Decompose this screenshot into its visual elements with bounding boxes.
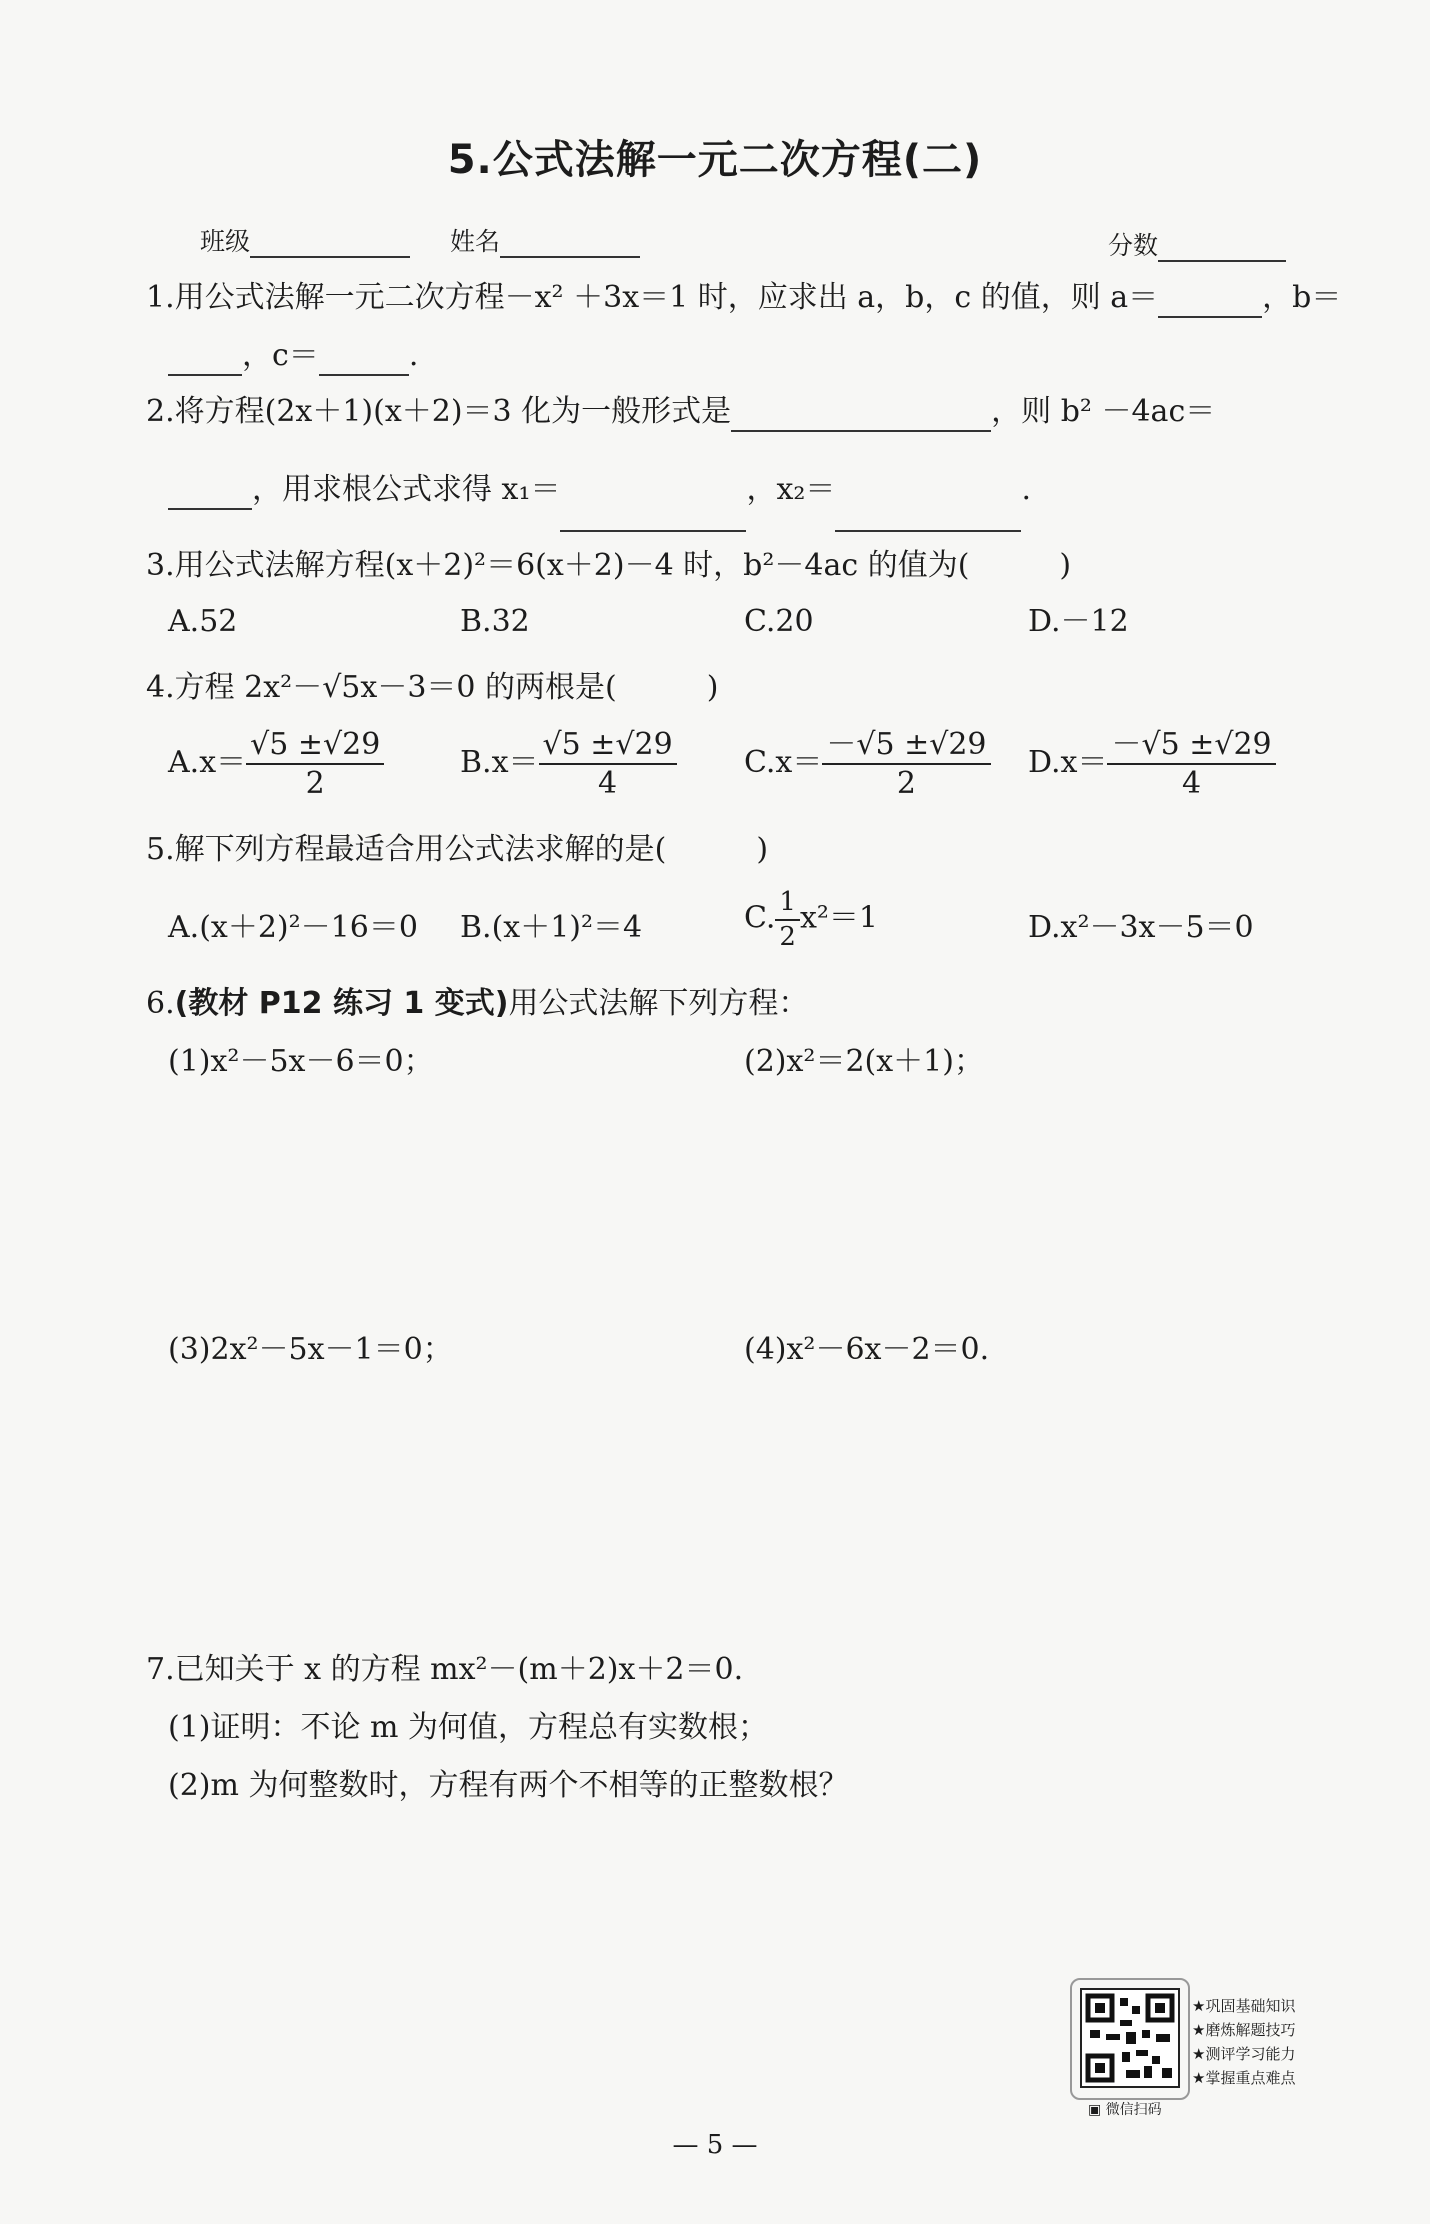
blank-a bbox=[1158, 316, 1262, 318]
question-5: 5.解下列方程最适合用公式法求解的是( ) bbox=[146, 832, 769, 867]
q4-option-b: B.x＝ $\frac{√5 \pm√29}{4}$ bbox=[460, 728, 677, 800]
question-7: 7.已知关于 x 的方程 mx²－(m＋2)x＋2＝0. bbox=[146, 1652, 744, 1687]
q7-part-1: (1)证明：不论 m 为何值，方程总有实数根； bbox=[168, 1710, 769, 1745]
blank-b bbox=[168, 374, 242, 376]
class-blank bbox=[250, 256, 410, 258]
class-label: 班级 bbox=[200, 227, 251, 256]
q3-option-d: D.－12 bbox=[1028, 604, 1129, 639]
q6-part-2: (2)x²＝2(x＋1)； bbox=[744, 1044, 984, 1079]
question-2: 2.将方程(2x＋1)(x＋2)＝3 化为一般形式是 ，则 b² －4ac＝ bbox=[146, 392, 1215, 432]
q4-option-d: D.x＝ $\frac{-√5 \pm√29}{4}$ bbox=[1028, 728, 1276, 800]
blank-x2 bbox=[835, 530, 1021, 532]
qr-code-icon[interactable] bbox=[1080, 1988, 1180, 2088]
class-field bbox=[200, 222, 410, 258]
textbook-tag: (教材 P12 练习 1 变式) bbox=[174, 986, 509, 1021]
score-label: 分数 bbox=[1108, 231, 1159, 260]
q6-part-3: (3)2x²－5x－1＝0； bbox=[168, 1332, 453, 1367]
question-4: 4.方程 2x²－√5x－3＝0 的两根是( ) bbox=[146, 670, 719, 705]
scan-icon: ▣ bbox=[1088, 2102, 1102, 2118]
score-field bbox=[1108, 226, 1286, 262]
qr-features: ★巩固基础知识 ★磨炼解题技巧 ★测评学习能力 ★掌握重点难点 bbox=[1192, 1997, 1296, 2087]
q5-option-d: D.x²－3x－5＝0 bbox=[1028, 910, 1254, 945]
blank-general-form bbox=[731, 430, 991, 432]
fraction: $\frac{-√5 \pm√29}{2}$ bbox=[822, 728, 990, 800]
blank-discriminant bbox=[168, 508, 252, 510]
fraction: $\frac{√5 \pm√29}{2}$ bbox=[246, 728, 384, 800]
question-1: 1.用公式法解一元二次方程－x² ＋3x＝1 时，应求出 a，b，c 的值，则 a＝ ，b＝ bbox=[146, 278, 1341, 318]
blank-c bbox=[319, 374, 409, 376]
scan-label: ▣ 微信扫码 bbox=[1088, 2102, 1162, 2118]
q3-option-b: B.32 bbox=[460, 604, 530, 639]
page-number: — 5 — bbox=[672, 2130, 758, 2160]
name-label: 姓名 bbox=[450, 227, 501, 256]
q5-option-a: A.(x＋2)²－16＝0 bbox=[168, 910, 418, 945]
q7-part-2: (2)m 为何整数时，方程有两个不相等的正整数根？ bbox=[168, 1768, 849, 1803]
q4-option-a: A.x＝ $\frac{√5 \pm√29}{2}$ bbox=[168, 728, 384, 800]
page-title: 5.公式法解一元二次方程(二) bbox=[447, 137, 983, 183]
q4-option-c: C.x＝ $\frac{-√5 \pm√29}{2}$ bbox=[744, 728, 991, 800]
question-1-cont: ，c＝ . bbox=[168, 336, 418, 376]
question-2-cont: ，用求根公式求得 x₁＝ ，x₂＝ . bbox=[168, 470, 1031, 510]
question-3: 3.用公式法解方程(x＋2)²＝6(x＋2)－4 时，b²－4ac 的值为( ) bbox=[146, 548, 1072, 583]
fraction: $\frac{1}{2}$ bbox=[775, 888, 800, 951]
q6-part-4: (4)x²－6x－2＝0. bbox=[744, 1332, 990, 1367]
fraction: $\frac{√5 \pm√29}{4}$ bbox=[539, 728, 677, 800]
score-blank bbox=[1158, 260, 1286, 262]
question-6: 6.(教材 P12 练习 1 变式)用公式法解下列方程： bbox=[146, 986, 809, 1021]
fraction: $\frac{-√5 \pm√29}{4}$ bbox=[1107, 728, 1275, 800]
name-field bbox=[450, 222, 640, 258]
name-blank bbox=[500, 256, 640, 258]
q3-option-c: C.20 bbox=[744, 604, 814, 639]
q5-option-b: B.(x＋1)²＝4 bbox=[460, 910, 643, 945]
q3-option-a: A.52 bbox=[168, 604, 238, 639]
q5-option-c: C. $\frac{1}{2}$ x²＝1 bbox=[744, 887, 879, 952]
q6-part-1: (1)x²－5x－6＝0； bbox=[168, 1044, 434, 1079]
blank-x1 bbox=[560, 530, 746, 532]
